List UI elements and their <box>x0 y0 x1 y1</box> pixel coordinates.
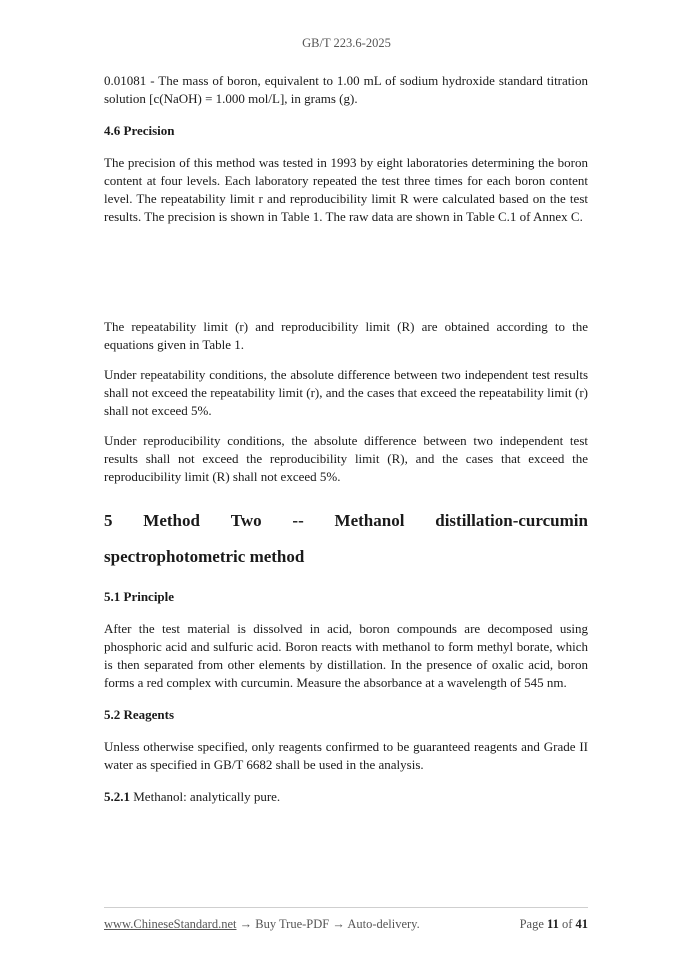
footer-left <box>104 917 420 932</box>
page-content <box>104 72 588 806</box>
title-word: 5 <box>104 511 113 530</box>
heading-4-6-precision: 4.6 Precision <box>104 123 175 138</box>
website-link[interactable]: www.ChineseStandard.net <box>104 917 237 931</box>
reagents-paragraph: Unless otherwise specified, only reagents confirmed to be guaranteed reagents and Grade II water as specified in GB/T 6682 shall be used in the analysis. <box>104 739 588 772</box>
arrow-icon: → <box>236 917 256 931</box>
item-number: 5.2.1 <box>104 789 130 804</box>
precision-paragraph-2: The repeatability limit (r) and reproducibility limit (R) are obtained according to the equations given in Table 1. <box>104 319 588 352</box>
principle-paragraph: After the test material is dissolved in acid, boron compounds are decomposed using phosphoric acid and sulfuric acid. Boron reacts with methanol to form methyl borate, which is then separated from other elements by distillation. In the presence of oxalic acid, boron forms a red complex with curcumin. Measure the absorbance at a wavelength of 545 nm. <box>104 621 588 690</box>
page-number <box>520 917 588 932</box>
buy-text: Buy True-PDF <box>255 917 330 931</box>
precision-paragraph-4: Under reproducibility conditions, the absolute difference between two independent test results shall not exceed the reproducibility limit (R), and the cases that exceed the reproducibility limit (R) shall not exceed 5%. <box>104 433 588 484</box>
table-1-placeholder <box>104 226 588 318</box>
current-page: 11 <box>547 917 559 931</box>
total-pages: 41 <box>575 917 588 931</box>
title-word: Two <box>230 511 262 530</box>
precision-paragraph-1: The precision of this method was tested in 1993 by eight laboratories determining the boron content at four levels. Each laboratory repeated the test three times for each boron content level. The repeatability limit r and reproducibility limit R were calculated based on the test results. The precision is shown in Table 1. The raw data are shown in Table C.1 of Annex C. <box>104 155 588 224</box>
precision-paragraph-3: Under repeatability conditions, the absolute difference between two independent test results shall not exceed the repeatability limit (r), and the cases that exceed the repeatability limit (r) shall not exceed 5%. <box>104 367 588 418</box>
title-line-2: spectrophotometric method <box>104 547 305 566</box>
reagent-item-5-2-1 <box>104 788 588 806</box>
footer-divider <box>104 907 588 908</box>
auto-delivery-text: Auto-delivery. <box>347 917 420 931</box>
heading-5-2-reagents: 5.2 Reagents <box>104 707 175 722</box>
page-label: Page <box>519 917 548 931</box>
heading-5-method-two <box>104 510 588 568</box>
title-word: distillation-curcumin <box>435 511 588 530</box>
page-footer <box>104 917 588 932</box>
document-id-header: GB/T 223.6-2025 <box>302 36 391 50</box>
title-word: Methanol <box>334 511 405 530</box>
title-word: -- <box>292 511 304 530</box>
item-text: Methanol: analytically pure. <box>130 789 281 804</box>
of-label: of <box>558 917 576 931</box>
formula-variable-description: 0.01081 - The mass of boron, equivalent to 1.00 mL of sodium hydroxide standard titration solution [c(NaOH) = 1.000 mol/L], in grams (g). <box>104 73 588 106</box>
heading-5-1-principle: 5.1 Principle <box>104 589 175 604</box>
arrow-icon: → <box>329 917 348 931</box>
title-word: Method <box>143 511 200 530</box>
